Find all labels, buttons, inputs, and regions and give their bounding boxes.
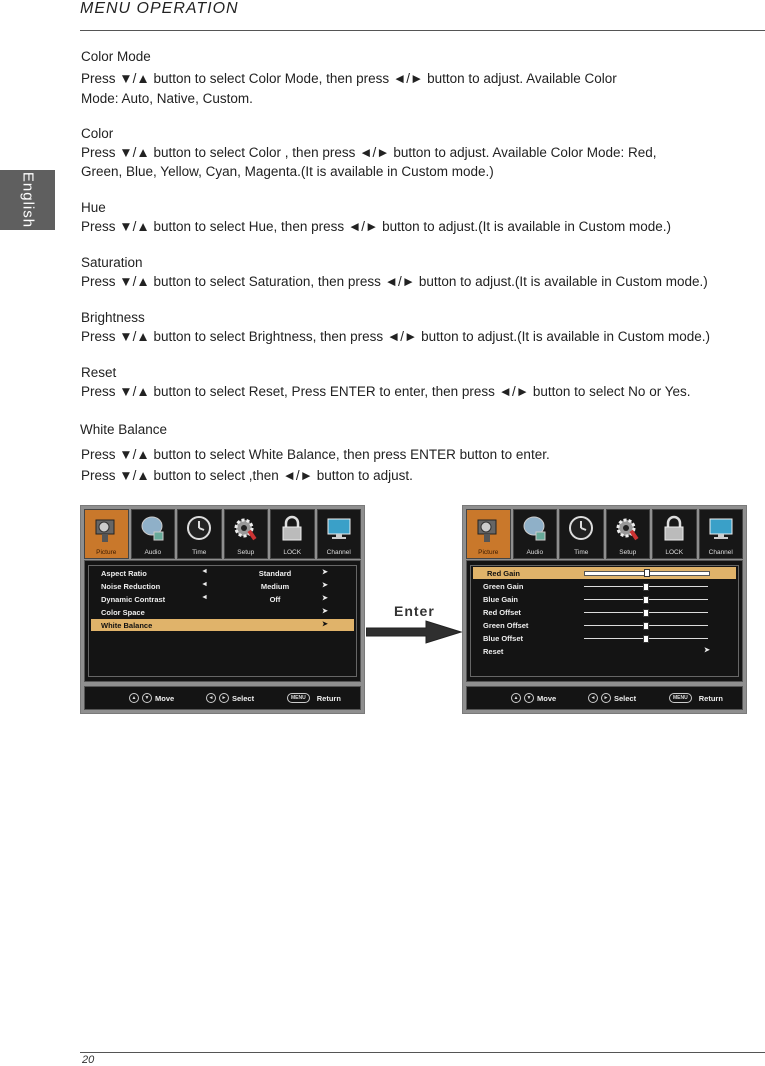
tab-label: Setup [619, 549, 637, 556]
section-title-saturation: Saturation [81, 255, 143, 270]
section-title-color-mode: Color Mode [81, 49, 151, 64]
tab-setup[interactable] [224, 509, 269, 559]
tab-setup[interactable] [606, 509, 651, 559]
slider-knob[interactable] [644, 569, 650, 577]
section-line: Green, Blue, Yellow, Cyan, Magenta.(It is available in Custom mode.) [81, 164, 494, 179]
section-title-brightness: Brightness [81, 310, 145, 325]
up-button-icon: ▲ [511, 693, 521, 703]
row-label: Red Offset [483, 608, 521, 617]
help-move-label: Move [155, 693, 175, 703]
clock-icon [184, 514, 214, 544]
wb-row-red-offset[interactable] [467, 606, 742, 618]
page-header-title: MENU OPERATION [80, 0, 239, 17]
right-arrow-icon[interactable]: ➤ [322, 608, 328, 615]
left-arrow-icon[interactable]: ◄ [201, 581, 208, 588]
section-line: Press ▼/▲ button to select Color , then press ◄/► button to adjust. Available Color Mode: Red, [81, 145, 657, 160]
right-button-icon: ► [219, 693, 229, 703]
wb-row-red-gain[interactable] [473, 567, 736, 579]
tab-time[interactable] [559, 509, 604, 559]
lock-icon [659, 514, 689, 544]
row-label: Green Offset [483, 621, 529, 630]
language-tab-label: English [19, 171, 36, 229]
tab-audio[interactable] [513, 509, 558, 559]
red-gain-slider[interactable] [584, 571, 710, 576]
tab-lock[interactable] [652, 509, 697, 559]
section-line: Press ▼/▲ button to select Hue, then press ◄/► button to adjust.(It is available in Custom mode.) [81, 219, 671, 234]
osd-help-bar [466, 686, 743, 710]
section-line: Press ▼/▲ button to select White Balance, then press ENTER button to enter. [81, 447, 550, 462]
section-line: Press ▼/▲ button to select Saturation, then press ◄/► button to adjust.(It is available in Custom mode.) [81, 274, 708, 289]
speaker-icon [138, 514, 168, 544]
row-label: Blue Gain [483, 595, 519, 604]
slider-knob[interactable] [643, 583, 649, 591]
help-return-label: Return [316, 693, 341, 703]
slider-knob[interactable] [643, 596, 649, 604]
tab-label: Picture [478, 549, 499, 556]
enter-arrow-icon [366, 620, 462, 644]
osd-picture-menu [80, 505, 365, 714]
help-move-label: Move [537, 693, 557, 703]
lock-icon [277, 514, 307, 544]
wb-row-blue-gain[interactable] [467, 593, 742, 605]
wb-row-green-gain[interactable] [467, 580, 742, 592]
slider-knob[interactable] [643, 635, 649, 643]
row-label: Color Space [101, 608, 145, 617]
menu-row-noise-reduction[interactable] [85, 580, 360, 592]
wb-row-green-offset[interactable] [467, 619, 742, 631]
help-return [669, 693, 723, 703]
wb-row-reset[interactable] [467, 645, 742, 657]
section-line: Press ▼/▲ button to select Color Mode, then press ◄/► button to adjust. Available Color [81, 71, 617, 86]
monitor-icon [324, 514, 354, 544]
osd-white-balance-menu [462, 505, 747, 714]
menu-row-color-space[interactable] [85, 606, 360, 618]
tab-label: Setup [237, 549, 255, 556]
row-value: Off [269, 595, 281, 604]
clock-icon [566, 514, 596, 544]
help-select [588, 693, 636, 703]
left-button-icon: ◄ [588, 693, 598, 703]
menu-key-icon: MENU [287, 693, 310, 703]
footer-divider [80, 1052, 765, 1053]
menu-row-white-balance[interactable] [91, 619, 354, 631]
slider-knob[interactable] [643, 609, 649, 617]
down-button-icon: ▼ [524, 693, 534, 703]
help-select-label: Select [614, 693, 637, 703]
green-offset-slider[interactable] [584, 625, 708, 626]
row-label: Noise Reduction [101, 582, 161, 591]
slider-knob[interactable] [643, 622, 649, 630]
row-value: Medium [260, 582, 290, 591]
green-gain-slider[interactable] [584, 586, 708, 587]
page-number: 20 [82, 1054, 95, 1066]
gear-icon [613, 514, 643, 544]
tab-label: LOCK [665, 549, 684, 556]
red-offset-slider[interactable] [584, 612, 708, 613]
enter-label: Enter [394, 603, 435, 619]
blue-gain-slider[interactable] [584, 599, 708, 600]
row-label: Aspect Ratio [101, 569, 147, 578]
right-arrow-icon[interactable]: ➤ [322, 621, 328, 628]
right-arrow-icon[interactable]: ➤ [322, 569, 328, 576]
section-title-reset: Reset [81, 365, 117, 380]
right-button-icon: ► [601, 693, 611, 703]
help-select-label: Select [232, 693, 255, 703]
left-arrow-icon[interactable]: ◄ [201, 594, 208, 601]
section-line: Press ▼/▲ button to select Brightness, then press ◄/► button to adjust.(It is available in Custom mode.) [81, 329, 710, 344]
tab-lock[interactable] [270, 509, 315, 559]
row-label: Red Gain [487, 569, 520, 578]
help-return-label: Return [698, 693, 723, 703]
header-divider [80, 30, 765, 31]
left-button-icon: ◄ [206, 693, 216, 703]
help-move [129, 693, 174, 703]
tab-picture[interactable] [466, 509, 511, 559]
gear-icon [231, 514, 261, 544]
tab-audio[interactable] [131, 509, 176, 559]
help-return [287, 693, 341, 703]
up-button-icon: ▲ [129, 693, 139, 703]
row-label: White Balance [101, 621, 153, 630]
section-line: Press ▼/▲ button to select ,then ◄/► button to adjust. [81, 468, 413, 483]
help-move [511, 693, 556, 703]
osd-tab-row [466, 509, 743, 559]
tab-channel[interactable] [699, 509, 744, 559]
white-balance-list [466, 560, 743, 682]
camera-icon [91, 514, 121, 544]
tab-label: Time [574, 549, 589, 556]
tab-time[interactable] [177, 509, 222, 559]
section-line: Press ▼/▲ button to select Reset, Press ENTER to enter, then press ◄/► button to select No or Yes. [81, 384, 691, 399]
tab-label: Time [192, 549, 207, 556]
tab-label: Picture [96, 549, 117, 556]
camera-icon [473, 514, 503, 544]
down-button-icon: ▼ [142, 693, 152, 703]
tab-label: Audio [526, 549, 544, 556]
right-arrow-icon[interactable]: ➤ [322, 582, 328, 589]
help-select [206, 693, 254, 703]
row-label: Green Gain [483, 582, 524, 591]
tab-label: Channel [326, 549, 351, 556]
blue-offset-slider[interactable] [584, 638, 708, 639]
language-tab [0, 170, 55, 230]
monitor-icon [706, 514, 736, 544]
picture-options-list [84, 560, 361, 682]
section-title-color: Color [81, 126, 114, 141]
row-label: Dynamic Contrast [101, 595, 166, 604]
speaker-icon [520, 514, 550, 544]
row-label: Reset [483, 647, 504, 656]
tab-label: Channel [708, 549, 733, 556]
right-arrow-icon[interactable]: ➤ [322, 595, 328, 602]
section-line: Mode: Auto, Native, Custom. [81, 91, 253, 106]
tab-channel[interactable] [317, 509, 362, 559]
osd-help-bar [84, 686, 361, 710]
menu-row-aspect-ratio[interactable] [85, 567, 360, 579]
tab-picture[interactable] [84, 509, 129, 559]
menu-key-icon: MENU [669, 693, 692, 703]
right-arrow-icon[interactable]: ➤ [704, 647, 710, 654]
section-title-hue: Hue [81, 200, 106, 215]
tab-label: LOCK [283, 549, 302, 556]
wb-row-blue-offset[interactable] [467, 632, 742, 644]
row-value: Standard [258, 569, 292, 578]
section-title-white-balance: White Balance [80, 422, 168, 437]
osd-tab-row [84, 509, 361, 559]
menu-row-dynamic-contrast[interactable] [85, 593, 360, 605]
row-label: Blue Offset [483, 634, 524, 643]
left-arrow-icon[interactable]: ◄ [201, 568, 208, 575]
tab-label: Audio [144, 549, 162, 556]
